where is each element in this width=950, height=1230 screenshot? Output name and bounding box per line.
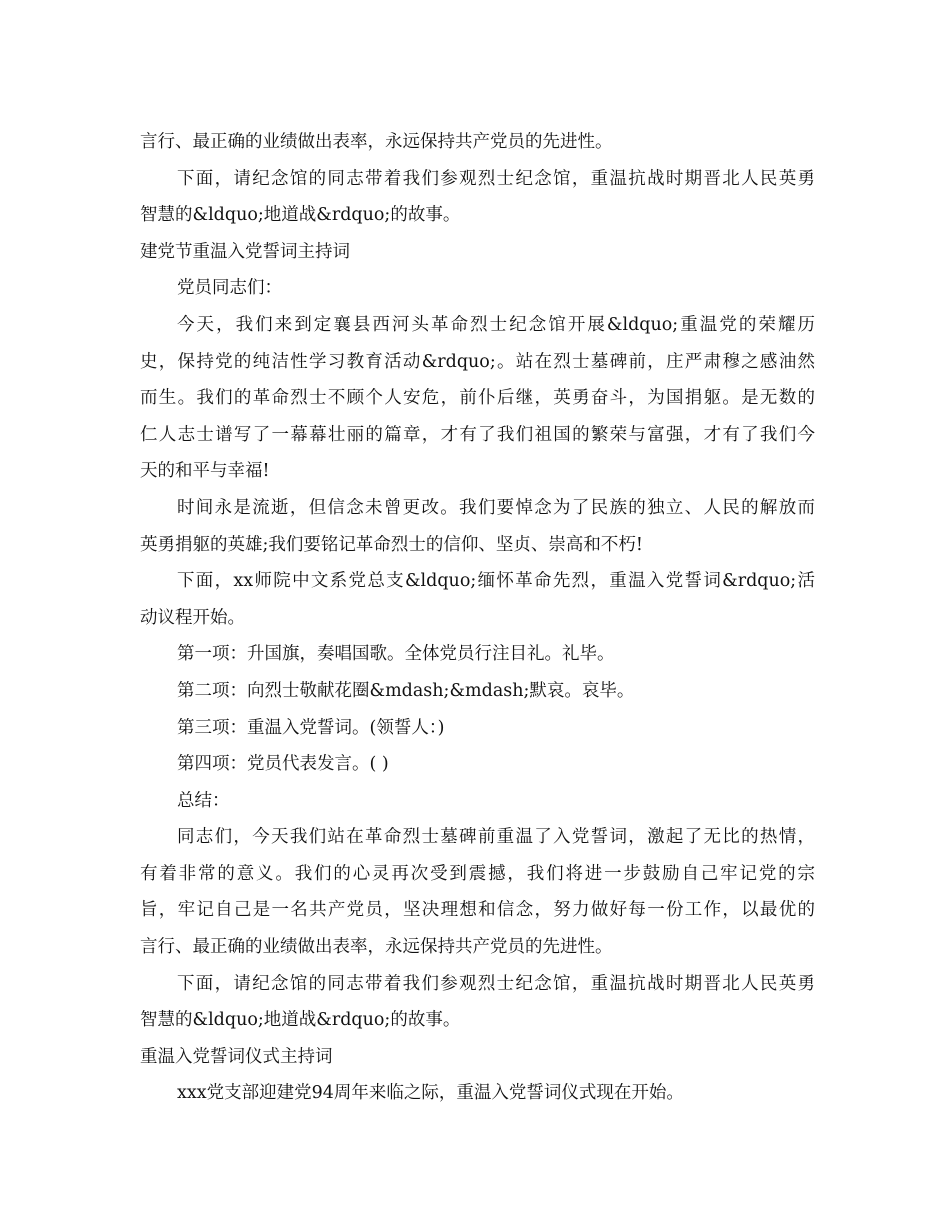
text-line: 天的和平与幸福! [140,461,270,482]
text-line: 智慧的&ldquo;地道战&rdquo;的故事。 [140,1010,461,1031]
text-line: 言行、最正确的业绩做出表率，永远保持共产党员的先进性。 [140,132,613,152]
agenda-item-3: 第三项：重温入党誓词。(领誓人：) [177,717,445,738]
agenda-item-4: 第四项：党员代表发言。( ) [177,754,389,775]
paragraph-line: 同志们，今天我们站在革命烈士墓碑前重温了入党誓词，激起了无比的热情， [177,827,815,848]
section-heading: 建党节重温入党誓词主持词 [140,241,350,262]
section-heading: 重温入党誓词仪式主持词 [140,1046,333,1067]
text-line: xxx党支部迎建党94周年来临之际，重温入党誓词仪式现在开始。 [177,1083,684,1104]
paragraph-line: 下面，请纪念馆的同志带着我们参观烈士纪念馆，重温抗战时期晋北人民英勇 [177,973,815,994]
agenda-item-2: 第二项：向烈士敬献花圈&mdash;&mdash;默哀。哀毕。 [177,680,635,701]
paragraph-line: 今天，我们来到定襄县西河头革命烈士纪念馆开展&ldquo;重温党的荣耀历 [177,314,815,335]
text-line: 智慧的&ldquo;地道战&rdquo;的故事。 [140,205,461,226]
document-page [140,124,815,1112]
paragraph-line: 下面，xx师院中文系党总支&ldquo;缅怀革命先烈，重温入党誓词&rdquo;活 [177,571,815,592]
text-line: 言行、最正确的业绩做出表率，永远保持共产党员的先进性。 [140,937,613,958]
paragraph-line: 史，保持党的纯洁性学习教育活动&rdquo;。站在烈士墓碑前，庄严肃穆之感油然 [140,351,815,372]
paragraph-line: 下面，请纪念馆的同志带着我们参观烈士纪念馆，重温抗战时期晋北人民英勇 [177,168,815,189]
text-line: 英勇捐躯的英雄;我们要铭记革命烈士的信仰、坚贞、崇高和不朽! [140,534,643,555]
paragraph-line: 仁人志士谱写了一幕幕壮丽的篇章，才有了我们祖国的繁荣与富强，才有了我们今 [140,424,815,445]
paragraph-line: 而生。我们的革命烈士不顾个人安危，前仆后继，英勇奋斗，为国捐躯。是无数的 [140,388,815,409]
text-line: 动议程开始。 [140,607,245,628]
salutation: 党员同志们： [177,278,282,299]
summary-label: 总结： [177,790,230,811]
paragraph-line: 有着非常的意义。我们的心灵再次受到震撼，我们将进一步鼓励自己牢记党的宗 [140,863,815,884]
agenda-item-1: 第一项：升国旗，奏唱国歌。全体党员行注目礼。礼毕。 [177,644,615,665]
paragraph-line: 旨，牢记自己是一名共产党员，坚决理想和信念，努力做好每一份工作，以最优的 [140,900,815,921]
paragraph-line: 时间永是流逝，但信念未曾更改。我们要悼念为了民族的独立、人民的解放而 [177,497,815,518]
